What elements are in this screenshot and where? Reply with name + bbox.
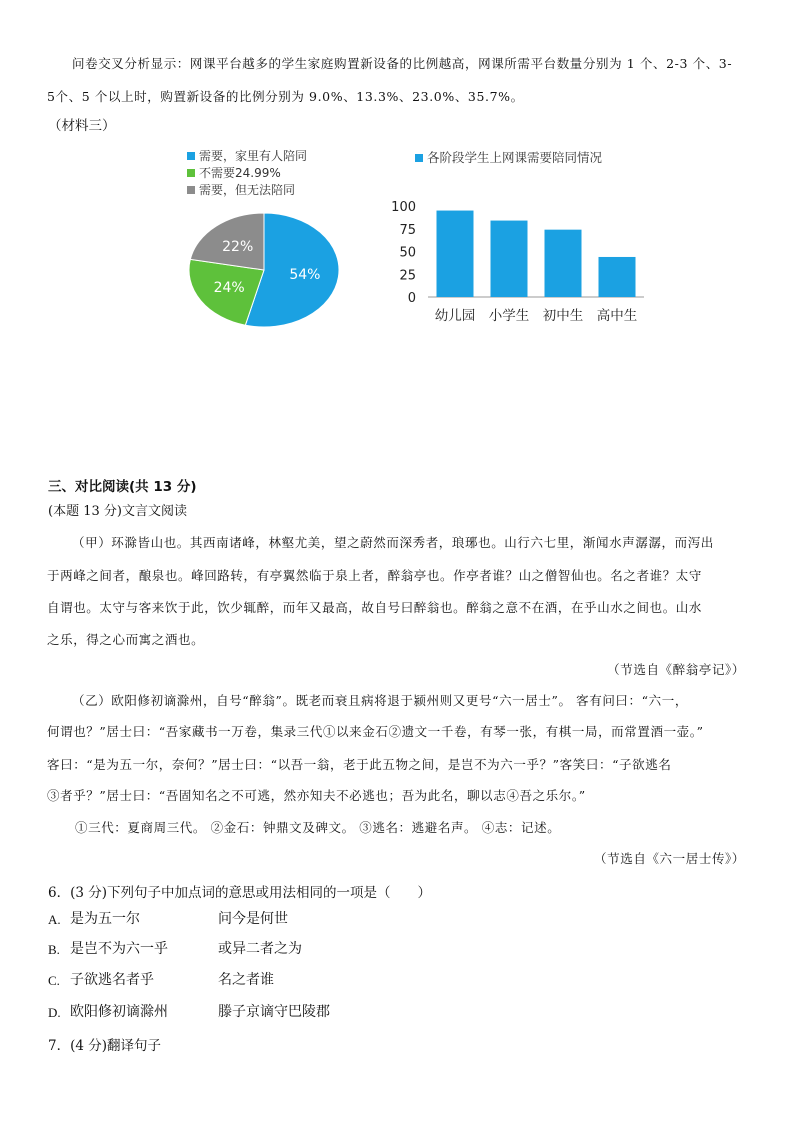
material-label: （材料三） [48,118,116,134]
pie-slice-label: 22% [222,238,254,255]
intro-line-1: 问卷交叉分析显示：网课平台越多的学生家庭购置新设备的比例越高，网课所需平台数量分别为 1 个、2-3 个、3- [72,56,733,71]
option-left-text: 欧阳修初谪滁州 [70,1004,168,1020]
option-letter: B. [48,942,60,957]
legend-swatch [415,154,423,162]
y-tick-label: 50 [399,245,416,261]
bar [437,211,474,297]
x-tick-label: 初中生 [542,308,584,324]
passage-a-line: 自谓也。太守与客来饮于此，饮少辄醉，而年又最高，故自号曰醉翁也。醉翁之意不在酒，在乎山水之间也。山水 [47,600,703,615]
section-subtitle: (本题 13 分)文言文阅读 [48,504,187,519]
option-right-text: 名之者谁 [218,972,274,988]
x-tick-label: 幼儿园 [434,308,476,324]
pie-slice-label: 54% [289,266,321,283]
bar [599,257,636,297]
passage-b-line: 客曰：“是为五一尔，奈何？”居士曰：“以吾一翁，老于此五物之间，是岂不为六一乎？”客笑曰：“子欲逃名 [47,757,672,772]
option-letter: A. [48,912,61,927]
option-d[interactable] [48,1002,330,1021]
y-tick-label: 25 [399,268,416,284]
passage-a-source: （节选自《醉翁亭记》） [607,662,745,677]
option-letter: C. [48,973,60,988]
pie-legend-item [187,181,307,198]
intro-line-2: 5个、5 个以上时，购置新设备的比例分别为 9.0%、13.3%、23.0%、35.7%。 [47,89,524,104]
pie-legend-item [187,147,307,164]
x-tick-label: 小学生 [488,308,530,324]
option-left-text: 是为五一尔 [70,911,140,927]
legend-swatch [187,152,195,160]
bar-chart [380,190,680,330]
passage-b-line: ③者乎？”居士曰：“吾固知名之不可逃，然亦知夫不必逃也；吾为此名，聊以志④吾之乐尔。” [47,788,586,803]
pie-chart [180,210,350,335]
option-left-text: 子欲逃名者乎 [70,972,154,988]
passage-a-line: 之乐，得之心而寓之酒也。 [47,632,205,647]
pie-legend-item [187,164,307,181]
option-right-text: 或异二者之为 [218,941,302,957]
passage-b-source: （节选自《六一居士传》） [594,851,745,866]
option-left-text: 是岂不为六一乎 [70,941,168,957]
pie-slice-label: 24% [213,279,245,296]
pie-legend [187,147,307,198]
bar [545,230,582,297]
legend-swatch [187,169,195,177]
option-letter: D. [48,1005,61,1020]
footnotes: ①三代：夏商周三代。 ②金石：钟鼎文及碑文。 ③逃名：逃避名声。 ④志：记述。 [75,820,561,835]
bar-legend [415,148,602,166]
pie-legend-label: 需要，家里有人陪同 [199,149,308,163]
passage-a-line: （甲）环滁皆山也。其西南诸峰，林壑尤美，望之蔚然而深秀者，琅琊也。山行六七里，渐闻水声潺潺，而泻出 [72,535,714,550]
passage-b-line: 何谓也？”居士曰：“吾家藏书一万卷，集录三代①以来金石②遗文一千卷，有琴一张，有棋一局，而常置酒一壶。” [47,724,704,739]
legend-swatch [187,186,195,194]
option-b[interactable] [48,939,302,958]
question-6-stem: 6．(3 分)下列句子中加点词的意思或用法相同的一项是（ ） [48,885,432,901]
option-right-text: 问今是何世 [218,911,288,927]
pie-legend-label: 需要，但无法陪同 [199,183,296,197]
section-title: 三、对比阅读(共 13 分) [48,479,197,495]
passage-a-line: 于两峰之间者，酿泉也。峰回路转，有亭翼然临于泉上者，醉翁亭也。作亭者谁？山之僧智仙也。名之者谁？太守 [47,568,703,583]
y-tick-label: 75 [399,222,416,238]
pie-legend-label: 不需要24.99% [199,166,281,180]
option-right-text: 滕子京谪守巴陵郡 [218,1004,330,1020]
option-c[interactable] [48,970,274,989]
passage-b-line: （乙）欧阳修初谪滁州，自号“醉翁”。既老而衰且病将退于颍州则又更号“六一居士”。 客有问曰：“六一， [72,693,688,708]
option-a[interactable] [48,909,288,928]
y-tick-label: 100 [391,200,416,215]
bar-chart-title: 各阶段学生上网课需要陪同情况 [427,150,603,165]
question-7-stem: 7．(4 分)翻译句子 [48,1038,162,1054]
y-tick-label: 0 [407,291,416,306]
x-tick-label: 高中生 [596,308,638,324]
bar [491,221,528,297]
